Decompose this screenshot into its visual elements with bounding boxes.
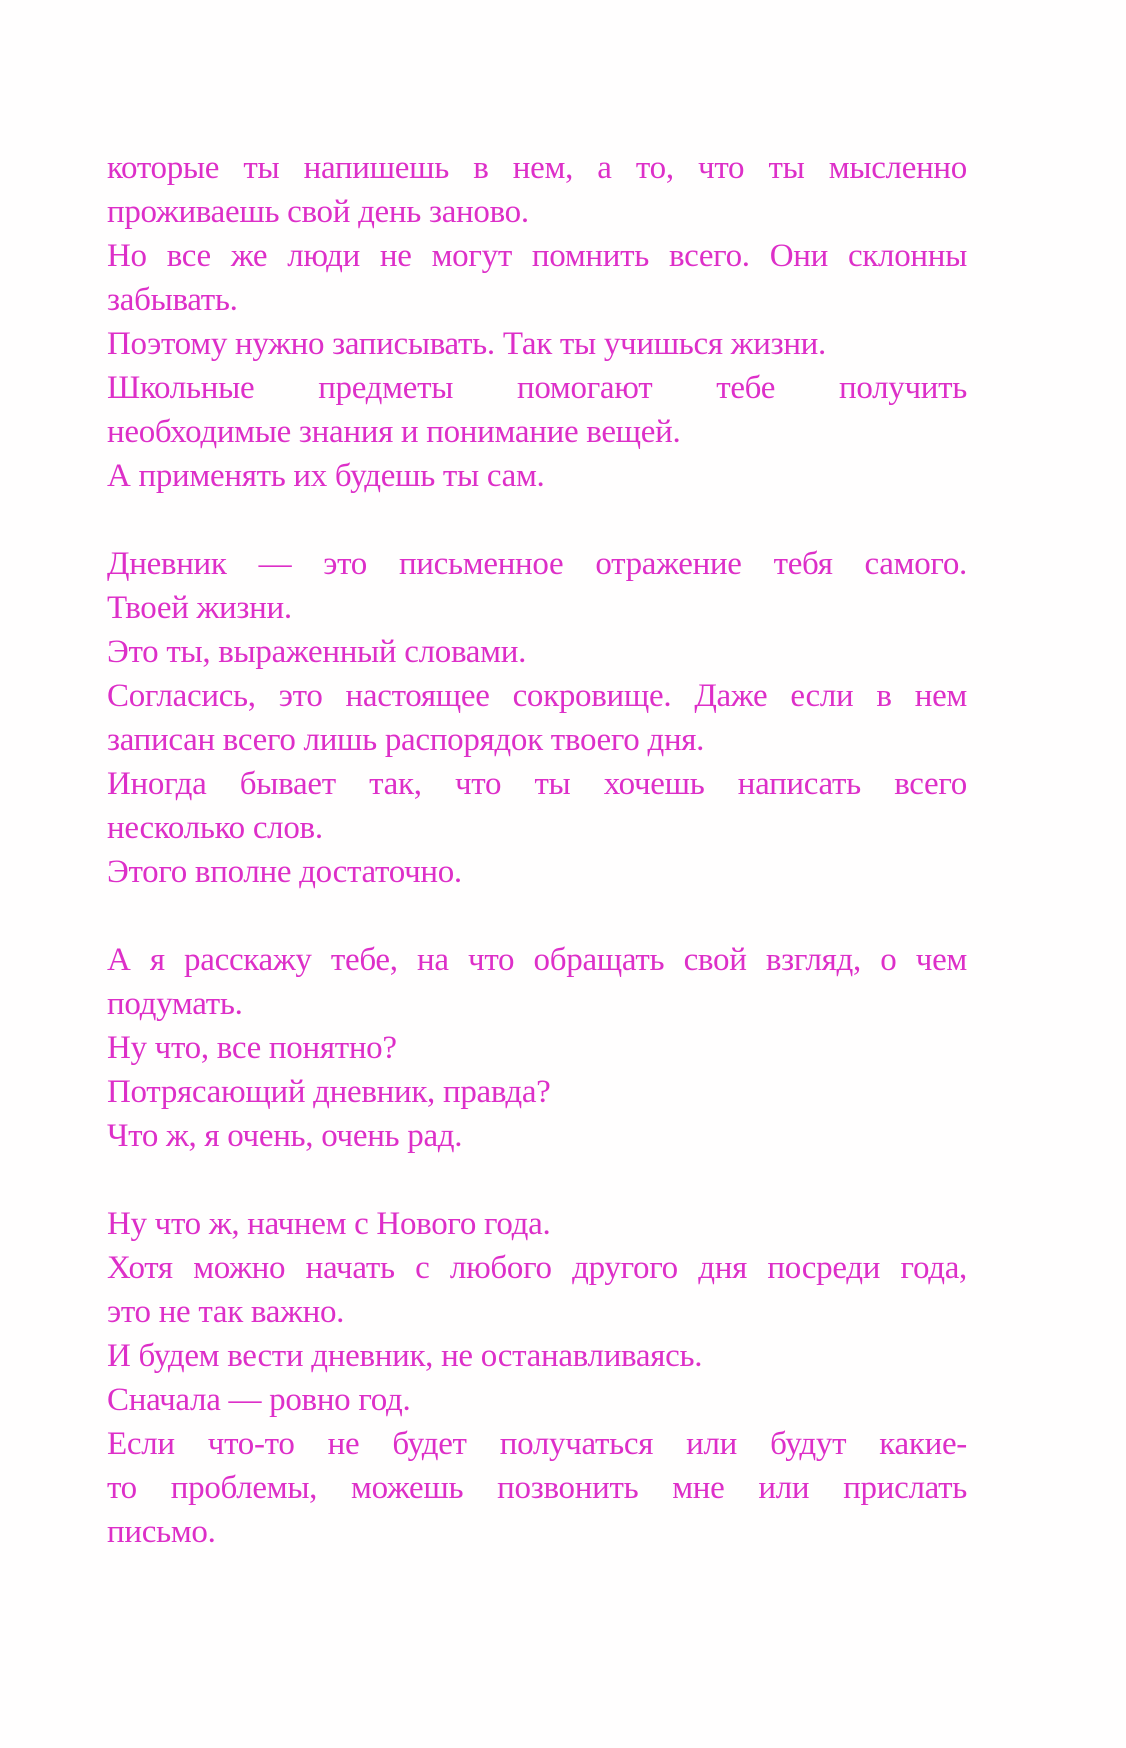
text-line: то проблемы, можешь позвонить мне или прислать xyxy=(107,1470,967,1506)
text-line: Иногда бывает так, что ты хочешь написать всего xyxy=(107,766,967,802)
text-line: необходимые знания и понимание вещей. xyxy=(107,414,681,450)
text-line: письмо. xyxy=(107,1514,216,1550)
text-line: забывать. xyxy=(107,282,238,318)
text-line: Твоей жизни. xyxy=(107,590,292,626)
paragraph xyxy=(107,938,967,1158)
paragraph xyxy=(107,146,967,498)
text-line: несколько слов. xyxy=(107,810,323,846)
text-line: Что ж, я очень, очень рад. xyxy=(107,1118,463,1154)
text-line: Но все же люди не могут помнить всего. Они склонны xyxy=(107,238,967,274)
text-line: Ну что, все понятно? xyxy=(107,1030,397,1066)
paragraph xyxy=(107,542,967,894)
text-line: Это ты, выраженный словами. xyxy=(107,634,527,670)
text-line: Поэтому нужно записывать. Так ты учишься жизни. xyxy=(107,326,826,362)
text-line: записан всего лишь распорядок твоего дня. xyxy=(107,722,705,758)
text-line: А применять их будешь ты сам. xyxy=(107,458,545,494)
paragraph xyxy=(107,1202,967,1554)
text-line: Ну что ж, начнем с Нового года. xyxy=(107,1206,551,1242)
text-line: Хотя можно начать с любого другого дня посреди года, xyxy=(107,1250,967,1286)
text-line: И будем вести дневник, не останавливаясь. xyxy=(107,1338,703,1374)
text-line: которые ты напишешь в нем, а то, что ты мысленно xyxy=(107,150,967,186)
text-line: проживаешь свой день заново. xyxy=(107,194,529,230)
text-line: А я расскажу тебе, на что обращать свой взгляд, о чем xyxy=(107,942,967,978)
text-line: Согласись, это настоящее сокровище. Даже если в нем xyxy=(107,678,967,714)
text-line: Потрясающий дневник, правда? xyxy=(107,1074,551,1110)
text-line: Сначала — ровно год. xyxy=(107,1382,411,1418)
text-line: Дневник — это письменное отражение тебя самого. xyxy=(107,546,967,582)
text-line: подумать. xyxy=(107,986,243,1022)
text-line: Этого вполне достаточно. xyxy=(107,854,462,890)
text-line: Если что-то не будет получаться или будут какие- xyxy=(107,1426,967,1462)
text-column xyxy=(107,146,967,1554)
text-line: Школьные предметы помогают тебе получить xyxy=(107,370,967,406)
text-line: это не так важно. xyxy=(107,1294,345,1330)
